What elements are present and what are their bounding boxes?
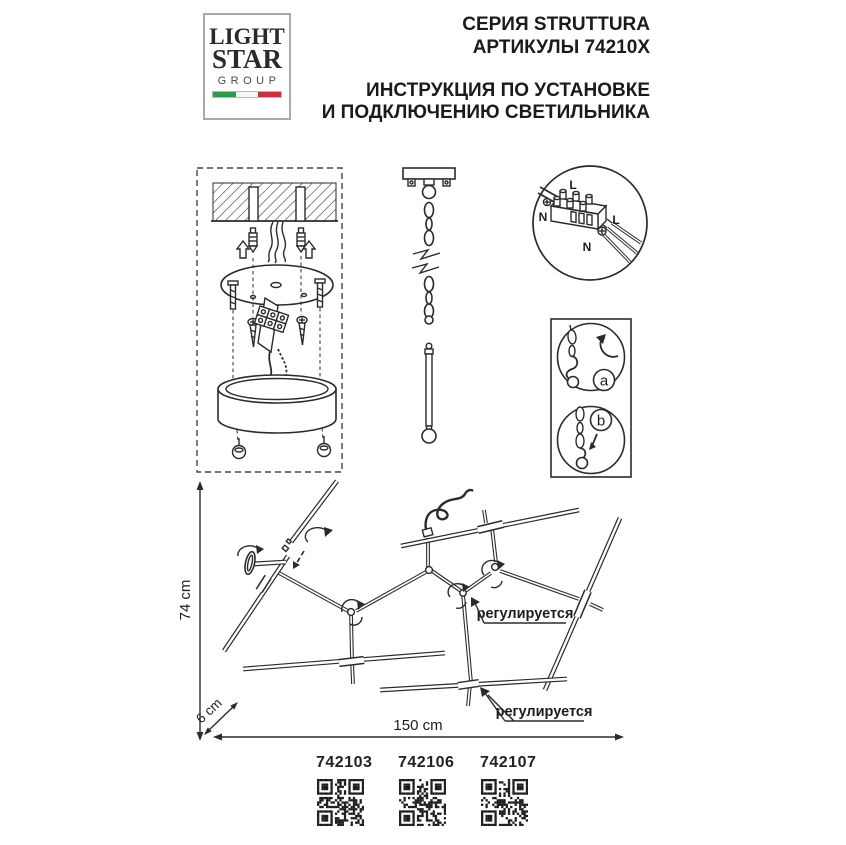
joint-node xyxy=(348,609,355,616)
instruction-line2: И ПОДКЛЮЧЕНИЮ СВЕТИЛЬНИКА xyxy=(321,102,650,124)
product-codes xyxy=(316,754,537,826)
chandelier-diagram xyxy=(224,481,620,721)
adjustable-label-1: регулируется xyxy=(476,606,574,622)
qr-code xyxy=(399,779,446,826)
series-line1: СЕРИЯ STRUTTURA xyxy=(462,14,650,35)
anchor-left xyxy=(249,228,257,252)
suspension-parts xyxy=(403,168,455,443)
hook-steps xyxy=(551,319,631,477)
series-line2: АРТИКУЛЫ 74210X xyxy=(472,37,650,59)
product-742103 xyxy=(316,754,373,826)
ceiling-wires xyxy=(268,222,285,263)
dim-height xyxy=(177,481,204,741)
chain-break xyxy=(413,250,440,259)
wire-label-n-right: N xyxy=(582,240,592,254)
step-a xyxy=(558,324,625,391)
ground-symbol-right xyxy=(598,227,606,235)
product-code-label: 742106 xyxy=(398,754,455,771)
step-b-label: b xyxy=(596,412,606,430)
joint-node xyxy=(426,567,433,574)
step-b xyxy=(558,407,625,474)
ceiling-mount-diagram xyxy=(197,168,342,472)
ceiling-hatch xyxy=(211,183,338,221)
depth-label: 6 cm xyxy=(193,695,225,727)
up-arrow-icon xyxy=(237,241,249,258)
qr-code xyxy=(317,779,364,826)
suspension-chain xyxy=(412,203,440,325)
cap-nut-left xyxy=(233,438,246,459)
rotate-arrow-icon xyxy=(305,527,333,542)
wire-label-l-right: L xyxy=(612,213,620,227)
canopy xyxy=(218,375,336,433)
wiring-detail xyxy=(533,166,647,280)
logo-word-group: GROUP xyxy=(217,74,281,87)
connector-bits xyxy=(282,539,291,552)
width-label: 150 cm xyxy=(393,717,443,734)
ceiling-bracket xyxy=(403,168,455,199)
suspension-rod xyxy=(422,343,436,443)
rotate-arrow-icon xyxy=(448,583,470,608)
adjustable-label-2: регулируется xyxy=(495,704,593,720)
logo-word-star: STAR xyxy=(211,44,283,75)
callout-adjustable-1 xyxy=(471,597,573,623)
power-cable xyxy=(422,490,473,537)
joint-node xyxy=(492,564,499,571)
product-code-label: 742107 xyxy=(480,754,537,771)
wire-label-n-left: N xyxy=(538,210,548,224)
drill-hole-left xyxy=(249,187,258,221)
logo-word-light: LIGHT xyxy=(209,24,285,49)
screw-tap-right xyxy=(297,317,307,346)
product-code-label: 742103 xyxy=(316,754,373,771)
end-disc xyxy=(243,551,257,575)
chandelier-tubes xyxy=(224,481,620,690)
qr-code xyxy=(481,779,528,826)
cap-nut-right xyxy=(318,436,331,457)
drill-hole-right xyxy=(296,187,305,221)
callout-adjustable-2 xyxy=(480,687,592,721)
product-742106 xyxy=(398,754,455,826)
instruction-line1: ИНСТРУКЦИЯ ПО УСТАНОВКЕ xyxy=(366,80,650,101)
product-742107 xyxy=(480,754,537,826)
ground-symbol-left xyxy=(543,198,550,205)
step-a-label: a xyxy=(599,372,609,390)
wire-label-l-left: L xyxy=(569,178,577,192)
height-label: 74 cm xyxy=(177,579,194,621)
assembly-arrow-icon xyxy=(293,551,304,569)
